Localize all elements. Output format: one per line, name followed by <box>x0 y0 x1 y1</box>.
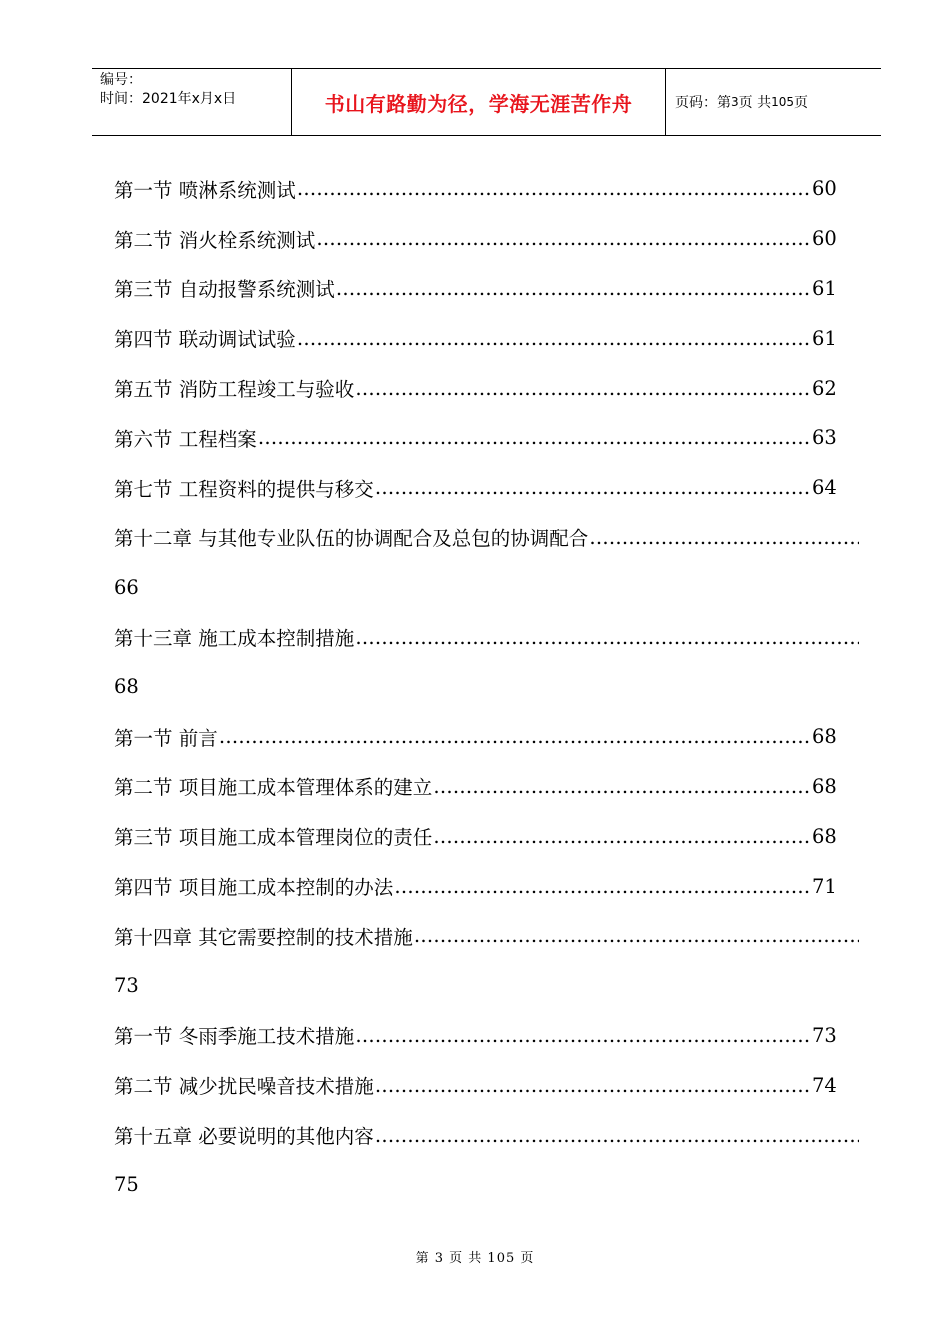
page-total: 105 <box>771 95 794 109</box>
toc-entry-title: 第五节 消防工程竣工与验收 <box>114 378 355 402</box>
toc-section-entry[interactable] <box>114 1011 842 1061</box>
toc-dot-leader <box>433 775 809 798</box>
toc-dot-leader <box>433 825 809 848</box>
page-header <box>92 68 881 136</box>
toc-entry-title: 第四节 联动调试试验 <box>114 328 296 352</box>
toc-dot-leader <box>355 377 809 400</box>
toc-dot-leader <box>316 227 809 250</box>
toc-entry-page: 68 <box>812 725 837 749</box>
table-of-contents <box>114 164 859 1210</box>
toc-entry-title: 第三节 自动报警系统测试 <box>114 278 335 302</box>
toc-entry-title: 第二节 消火栓系统测试 <box>114 228 316 252</box>
toc-entry-page: 75 <box>114 1173 139 1197</box>
page-label-mid: 页 共 <box>738 95 772 111</box>
toc-section-entry[interactable] <box>114 413 842 463</box>
toc-entry-page: 68 <box>812 774 837 798</box>
toc-entry-title: 第十五章 必要说明的其他内容 <box>114 1125 374 1149</box>
toc-entry-page: 71 <box>812 874 837 898</box>
toc-entry-title: 第二节 减少扰民噪音技术措施 <box>114 1075 374 1099</box>
toc-dot-leader <box>589 526 859 549</box>
toc-section-entry[interactable] <box>114 313 842 363</box>
toc-dot-leader <box>297 327 809 350</box>
toc-section-entry[interactable] <box>114 762 842 812</box>
toc-dot-leader <box>414 924 859 947</box>
document-number-label: 编号： <box>100 72 142 88</box>
header-motto: 书山有路勤为径，学海无涯苦作舟 <box>292 69 666 135</box>
toc-entry-title: 第十二章 与其他专业队伍的协调配合及总包的协调配合 <box>114 527 589 551</box>
toc-chapter-page-row <box>114 662 859 712</box>
toc-entry-page: 62 <box>812 376 837 400</box>
toc-entry-page: 64 <box>812 476 837 500</box>
toc-entry-page: 73 <box>114 974 139 998</box>
toc-entry-page: 68 <box>812 824 837 848</box>
toc-entry-title: 第四节 项目施工成本控制的办法 <box>114 876 394 900</box>
toc-entry-title: 第一节 冬雨季施工技术措施 <box>114 1025 355 1049</box>
toc-section-entry[interactable] <box>114 363 842 413</box>
page-current: 3 <box>731 95 739 109</box>
toc-entry-title: 第二节 项目施工成本管理体系的建立 <box>114 776 433 800</box>
toc-dot-leader <box>394 875 809 898</box>
toc-chapter-entry[interactable] <box>114 612 859 662</box>
toc-entry-title: 第六节 工程档案 <box>114 427 257 451</box>
toc-dot-leader <box>219 725 809 748</box>
header-meta <box>92 69 292 135</box>
toc-section-entry[interactable] <box>114 712 842 762</box>
toc-entry-page: 73 <box>812 1023 837 1047</box>
toc-dot-leader <box>336 277 809 300</box>
page-label-suffix: 页 <box>794 95 808 111</box>
toc-entry-title: 第十四章 其它需要控制的技术措施 <box>114 925 413 949</box>
toc-chapter-page-row <box>114 1160 859 1210</box>
toc-section-entry[interactable] <box>114 463 842 513</box>
toc-entry-page: 63 <box>812 426 837 450</box>
toc-entry-title: 第十三章 施工成本控制措施 <box>114 627 355 651</box>
toc-section-entry[interactable] <box>114 861 842 911</box>
toc-chapter-entry[interactable] <box>114 513 859 563</box>
toc-dot-leader <box>297 177 809 200</box>
toc-section-entry[interactable] <box>114 164 842 214</box>
toc-entry-title: 第七节 工程资料的提供与移交 <box>114 477 374 501</box>
toc-entry-page: 60 <box>812 227 837 251</box>
toc-dot-leader <box>355 626 859 649</box>
toc-chapter-page-row <box>114 562 859 612</box>
toc-dot-leader <box>375 1124 859 1147</box>
document-time: 时间：2021年x月x日 <box>100 91 237 107</box>
toc-section-entry[interactable] <box>114 264 842 314</box>
toc-entry-page: 74 <box>812 1073 837 1097</box>
toc-chapter-entry[interactable] <box>114 1110 859 1160</box>
header-page-info <box>666 69 881 135</box>
toc-section-entry[interactable] <box>114 214 842 264</box>
toc-entry-title: 第一节 喷淋系统测试 <box>114 178 296 202</box>
page-footer: 第 3 页 共 105 页 <box>415 1251 535 1266</box>
toc-entry-page: 61 <box>812 326 837 350</box>
toc-section-entry[interactable] <box>114 811 842 861</box>
toc-entry-page: 60 <box>812 177 837 201</box>
toc-entry-page: 66 <box>114 575 139 599</box>
page-label-prefix: 页码：第 <box>675 95 731 111</box>
toc-chapter-entry[interactable] <box>114 911 859 961</box>
toc-dot-leader <box>375 1074 809 1097</box>
toc-chapter-page-row <box>114 961 859 1011</box>
toc-entry-title: 第一节 前言 <box>114 726 218 750</box>
toc-entry-page: 68 <box>114 675 139 699</box>
toc-entry-page: 61 <box>812 276 837 300</box>
toc-dot-leader <box>258 426 809 449</box>
toc-entry-title: 第三节 项目施工成本管理岗位的责任 <box>114 826 433 850</box>
toc-dot-leader <box>375 476 809 499</box>
toc-dot-leader <box>355 1024 809 1047</box>
toc-section-entry[interactable] <box>114 1060 842 1110</box>
